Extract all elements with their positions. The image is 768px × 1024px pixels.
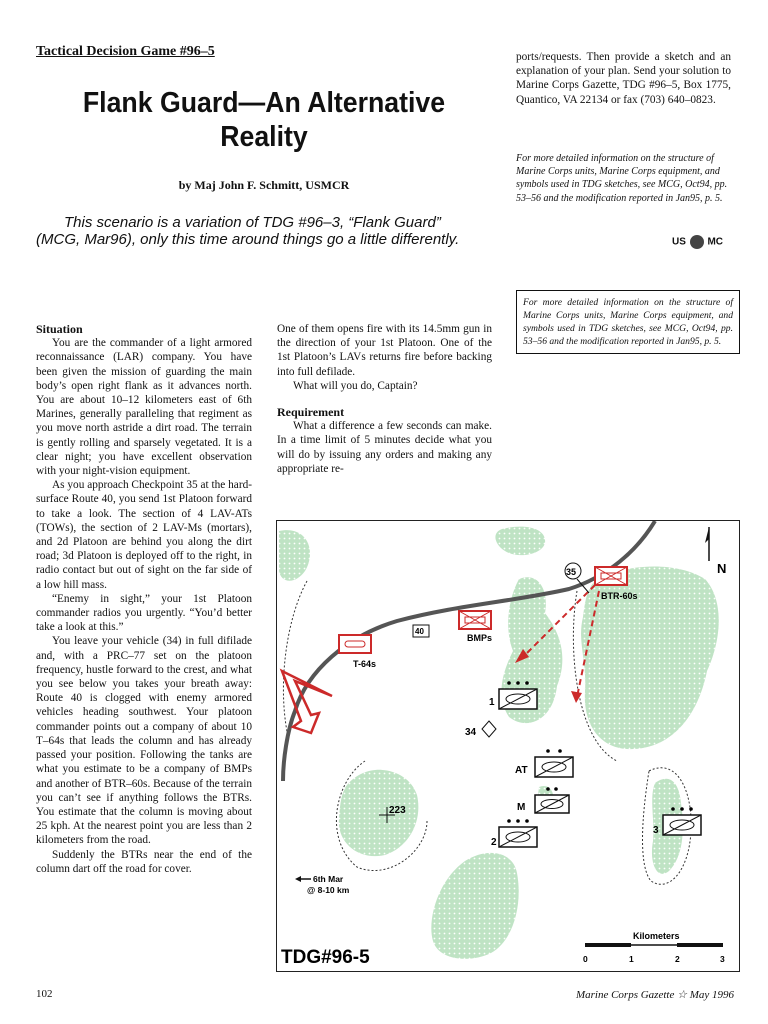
logo-us: US <box>672 236 686 248</box>
middle-column <box>277 322 492 476</box>
situation-paragraph: As you approach Checkpoint 35 at the hard-surface Route 40, you send 1st Platoon forward to take a look. The section of 4 LAV-ATs (TOWs), the section of 2 LAV-Ms (mortars), and 2d Platoon are behind you along the dirt road; 3d Platoon is deployed off to the right, in radio contact but out of sight on the far side of a low hill mass. <box>36 479 252 591</box>
friendly-at-section <box>535 749 573 777</box>
platoon-2-label: 2 <box>491 837 497 848</box>
situation-paragraph: Suddenly the BTRs near the end of the column dart off the road for cover. <box>36 848 252 875</box>
platoon-1-label: 1 <box>489 697 495 708</box>
page-number: 102 <box>36 988 53 1000</box>
situation-heading: Situation <box>36 322 83 336</box>
eagle-globe-anchor-icon <box>690 235 704 249</box>
boxed-note: For more detailed information on the structure of Marine Corps units, Marine Corps equipment, and symbols used in TDG sketches, see MCG, Oct94, pp. 53–56 and the modification reported in Jan95, p. 5. <box>516 290 740 354</box>
title-line-2: Reality <box>220 121 308 153</box>
map-label: TDG#96-5 <box>281 947 370 968</box>
structure-note: For more detailed information on the structure of Marine Corps units, Marine Corps equipment, and symbols used in TDG sketches, see MCG, Oct94, pp. 53–56 and the modification reported in Jan95, p. 5. <box>516 153 728 204</box>
vegetation-area <box>279 530 310 581</box>
map-svg <box>277 521 739 971</box>
situation-paragraph: You are the commander of a light armored reconnaissance (LAR) company. You have been given the mission of guarding the main body’s open right flank as it advances north. You are about 10–12 kilometers east of 6th Marines, generally paralleling that regiment as you move north astride a dirt road. The terrain is gently rolling and sparsely vegetated. It is a clear night; you have excellent observation with your night-vision equipment. <box>36 337 252 478</box>
contour-line <box>283 581 307 741</box>
vehicle-34-label: 34 <box>465 727 477 738</box>
tactical-map <box>276 520 740 972</box>
sixth-marines-line-2: @ 8-10 km <box>307 885 350 895</box>
byline: by Maj John F. Schmitt, USMCR <box>178 178 350 192</box>
friendly-platoon-2 <box>499 819 537 847</box>
at-label: AT <box>515 765 528 776</box>
enemy-unit-btr <box>595 567 627 585</box>
bmp-label: BMPs <box>467 633 493 643</box>
usmc-logo <box>672 235 723 249</box>
enemy-unit-bmp <box>459 611 491 629</box>
situation-column <box>36 322 252 876</box>
requirement-heading: Requirement <box>277 405 345 420</box>
intro-paragraph: This scenario is a variation of TDG #96–3, “Flank Guard” (MCG, Mar96), only this time around things go a little differently. <box>36 214 460 248</box>
scale-tick: 2 <box>675 954 680 964</box>
scale-tick: 1 <box>629 954 634 964</box>
requirement-continuation <box>516 50 731 107</box>
hill-label: 223 <box>389 805 406 816</box>
vegetation-area <box>431 853 518 959</box>
logo-mc: MC <box>707 236 724 248</box>
checkpoint-label: 35 <box>566 567 577 577</box>
sixth-marines-line-1: 6th Mar <box>313 874 344 884</box>
route-label: 40 <box>415 627 424 636</box>
vegetation-area <box>339 770 419 856</box>
platoon-3-label: 3 <box>653 825 659 836</box>
situation-paragraph: “Enemy in sight,” your 1st Platoon commander radios you urgently. “You’d better take a look at this.” <box>36 592 252 634</box>
article-title <box>54 86 474 154</box>
arrowhead <box>571 691 582 703</box>
article-kicker: Tactical Decision Game #96–5 <box>36 44 215 59</box>
btr-label: BTR-60s <box>601 591 638 601</box>
scale-tick: 3 <box>720 954 725 964</box>
tanks-label: T-64s <box>353 659 377 669</box>
enemy-unit-tanks <box>339 635 371 653</box>
publication-footer: Marine Corps Gazette ☆ May 1996 <box>575 989 734 1001</box>
requirement-paragraph: What a difference a few seconds can make. In a time limit of 5 minutes decide what you will do by issuing any orders and making any appropriate re- <box>277 420 492 475</box>
mortar-label: M <box>517 802 526 813</box>
scale-title: Kilometers <box>633 931 680 941</box>
vehicle-34-marker <box>482 721 496 737</box>
situation-paragraph: You leave your vehicle (34) in full difilade and, with a PRC–77 set on the platoon frequency, hustle forward to the crest, and what you see below you takes your breath away: Route 40 is clogged with enemy armored vehicles heading southwest. Your platoon commander points out a company of about 10 T–64s that leads the column and has already passed your position. Following the tanks are what you estimate to be a company of BMPs and another of BTR–60s. Because of the terrain you can’t see if anything follows the BTRs. You estimate that the column is moving about 25 kph. At the nearest point you are less than 2 kilometers from the road. <box>36 635 252 847</box>
scale-tick: 0 <box>583 954 588 964</box>
title-line-1: Flank Guard—An Alternative <box>82 87 446 119</box>
situation-continuation: One of them opens fire with its 14.5mm gun in the direction of your 1st Platoon. One of the 1st Platoon’s LAVs returns fire before backing into full defilade. <box>277 323 492 378</box>
vegetation-area <box>495 527 545 555</box>
question-line: What will you do, Captain? <box>293 379 418 392</box>
requirement-paragraph-cont: ports/requests. Then provide a sketch and an explanation of your plan. Send your solution to Marine Corps Gazette, TDG #96–5, Box 1775, Quantico, VA 22134 or fax (703) 640–0823. <box>516 51 731 106</box>
north-label: N <box>717 561 727 576</box>
